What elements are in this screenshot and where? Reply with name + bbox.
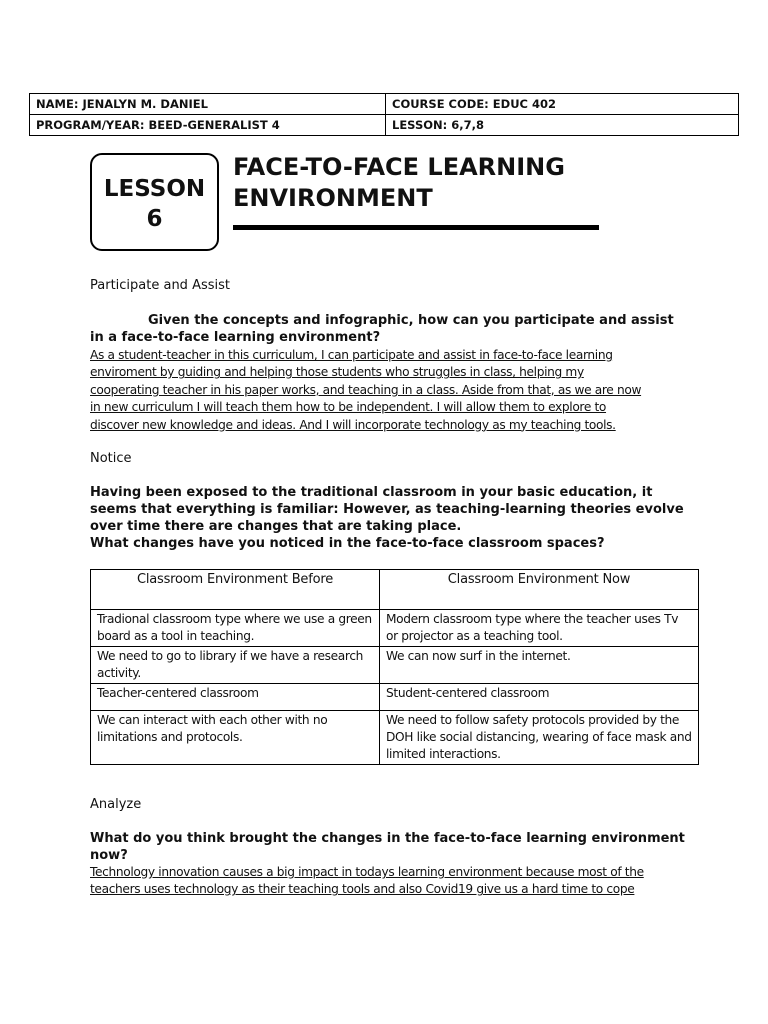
column-header-now: Classroom Environment Now <box>380 570 699 610</box>
program-year: BEED-GENERALIST 4 <box>148 118 280 132</box>
student-info-table <box>29 93 739 136</box>
name-cell: NAME: JENALYN M. DANIEL <box>30 94 386 115</box>
program-year-cell: PROGRAM/YEAR: BEED-GENERALIST 4 <box>30 115 386 136</box>
course-code-cell: COURSE CODE: EDUC 402 <box>386 94 739 115</box>
lesson-numbers: 6,7,8 <box>451 118 484 132</box>
analyze-question: What do you think brought the changes in the face-to-face learning environment now? <box>90 831 685 863</box>
table-row: Tradional classroom type where we use a green board as a tool in teaching. Modern classroom type where the teacher uses Tv or projector as a teaching tool. <box>91 610 699 647</box>
participate-answer: As a student-teacher in this curriculum, I can participate and assist in face-to-face learning enviroment by guiding and helping those students who struggles in class, helping my cooperating teacher in his paper works, and teaching in a class. Aside from that, as we are now in new curriculum I will teach them how to be independent. I will allow them to explore to discover new knowledge and ideas. And I will incorporate technology as my teaching tools. <box>90 348 642 432</box>
student-name: JENALYN M. DANIEL <box>82 97 208 111</box>
table-row: We need to go to library if we have a research activity. We can now surf in the internet. <box>91 646 699 683</box>
notice-question: What changes have you noticed in the face-to-face classroom spaces? <box>90 536 605 551</box>
lesson-number-box <box>90 153 219 251</box>
table-row: Teacher-centered classroom Student-centered classroom <box>91 683 699 710</box>
lesson-number: 6 <box>146 206 163 232</box>
notice-paragraph: Having been exposed to the traditional classroom in your basic education, it seems that everything is familiar: However, as teaching-learning theories evolve over time there are changes that are taking place. <box>90 485 684 534</box>
lesson-title: FACE-TO-FACE LEARNING ENVIRONMENT <box>233 153 565 212</box>
participate-question: Given the concepts and infographic, how can you participate and assist in a face-to-face learning environment? <box>90 313 674 345</box>
column-header-before: Classroom Environment Before <box>91 570 380 610</box>
analyze-answer: Technology innovation causes a big impact in todays learning environment because most of the teachers uses technology as their teaching tools and also Covid19 give us a hard time to cope <box>90 865 644 897</box>
course-code: EDUC 402 <box>492 97 556 111</box>
lesson-label: LESSON <box>103 176 206 202</box>
section-heading-participate: Participate and Assist <box>90 278 230 293</box>
section-heading-notice: Notice <box>90 451 132 466</box>
title-underline-rule <box>233 225 599 230</box>
table-row: We can interact with each other with no limitations and protocols. We need to follow safety protocols provided by the DOH like social distancing, wearing of face mask and limited interactions. <box>91 710 699 764</box>
classroom-comparison-table <box>90 569 699 765</box>
section-heading-analyze: Analyze <box>90 797 142 812</box>
lesson-cell: LESSON: 6,7,8 <box>386 115 739 136</box>
